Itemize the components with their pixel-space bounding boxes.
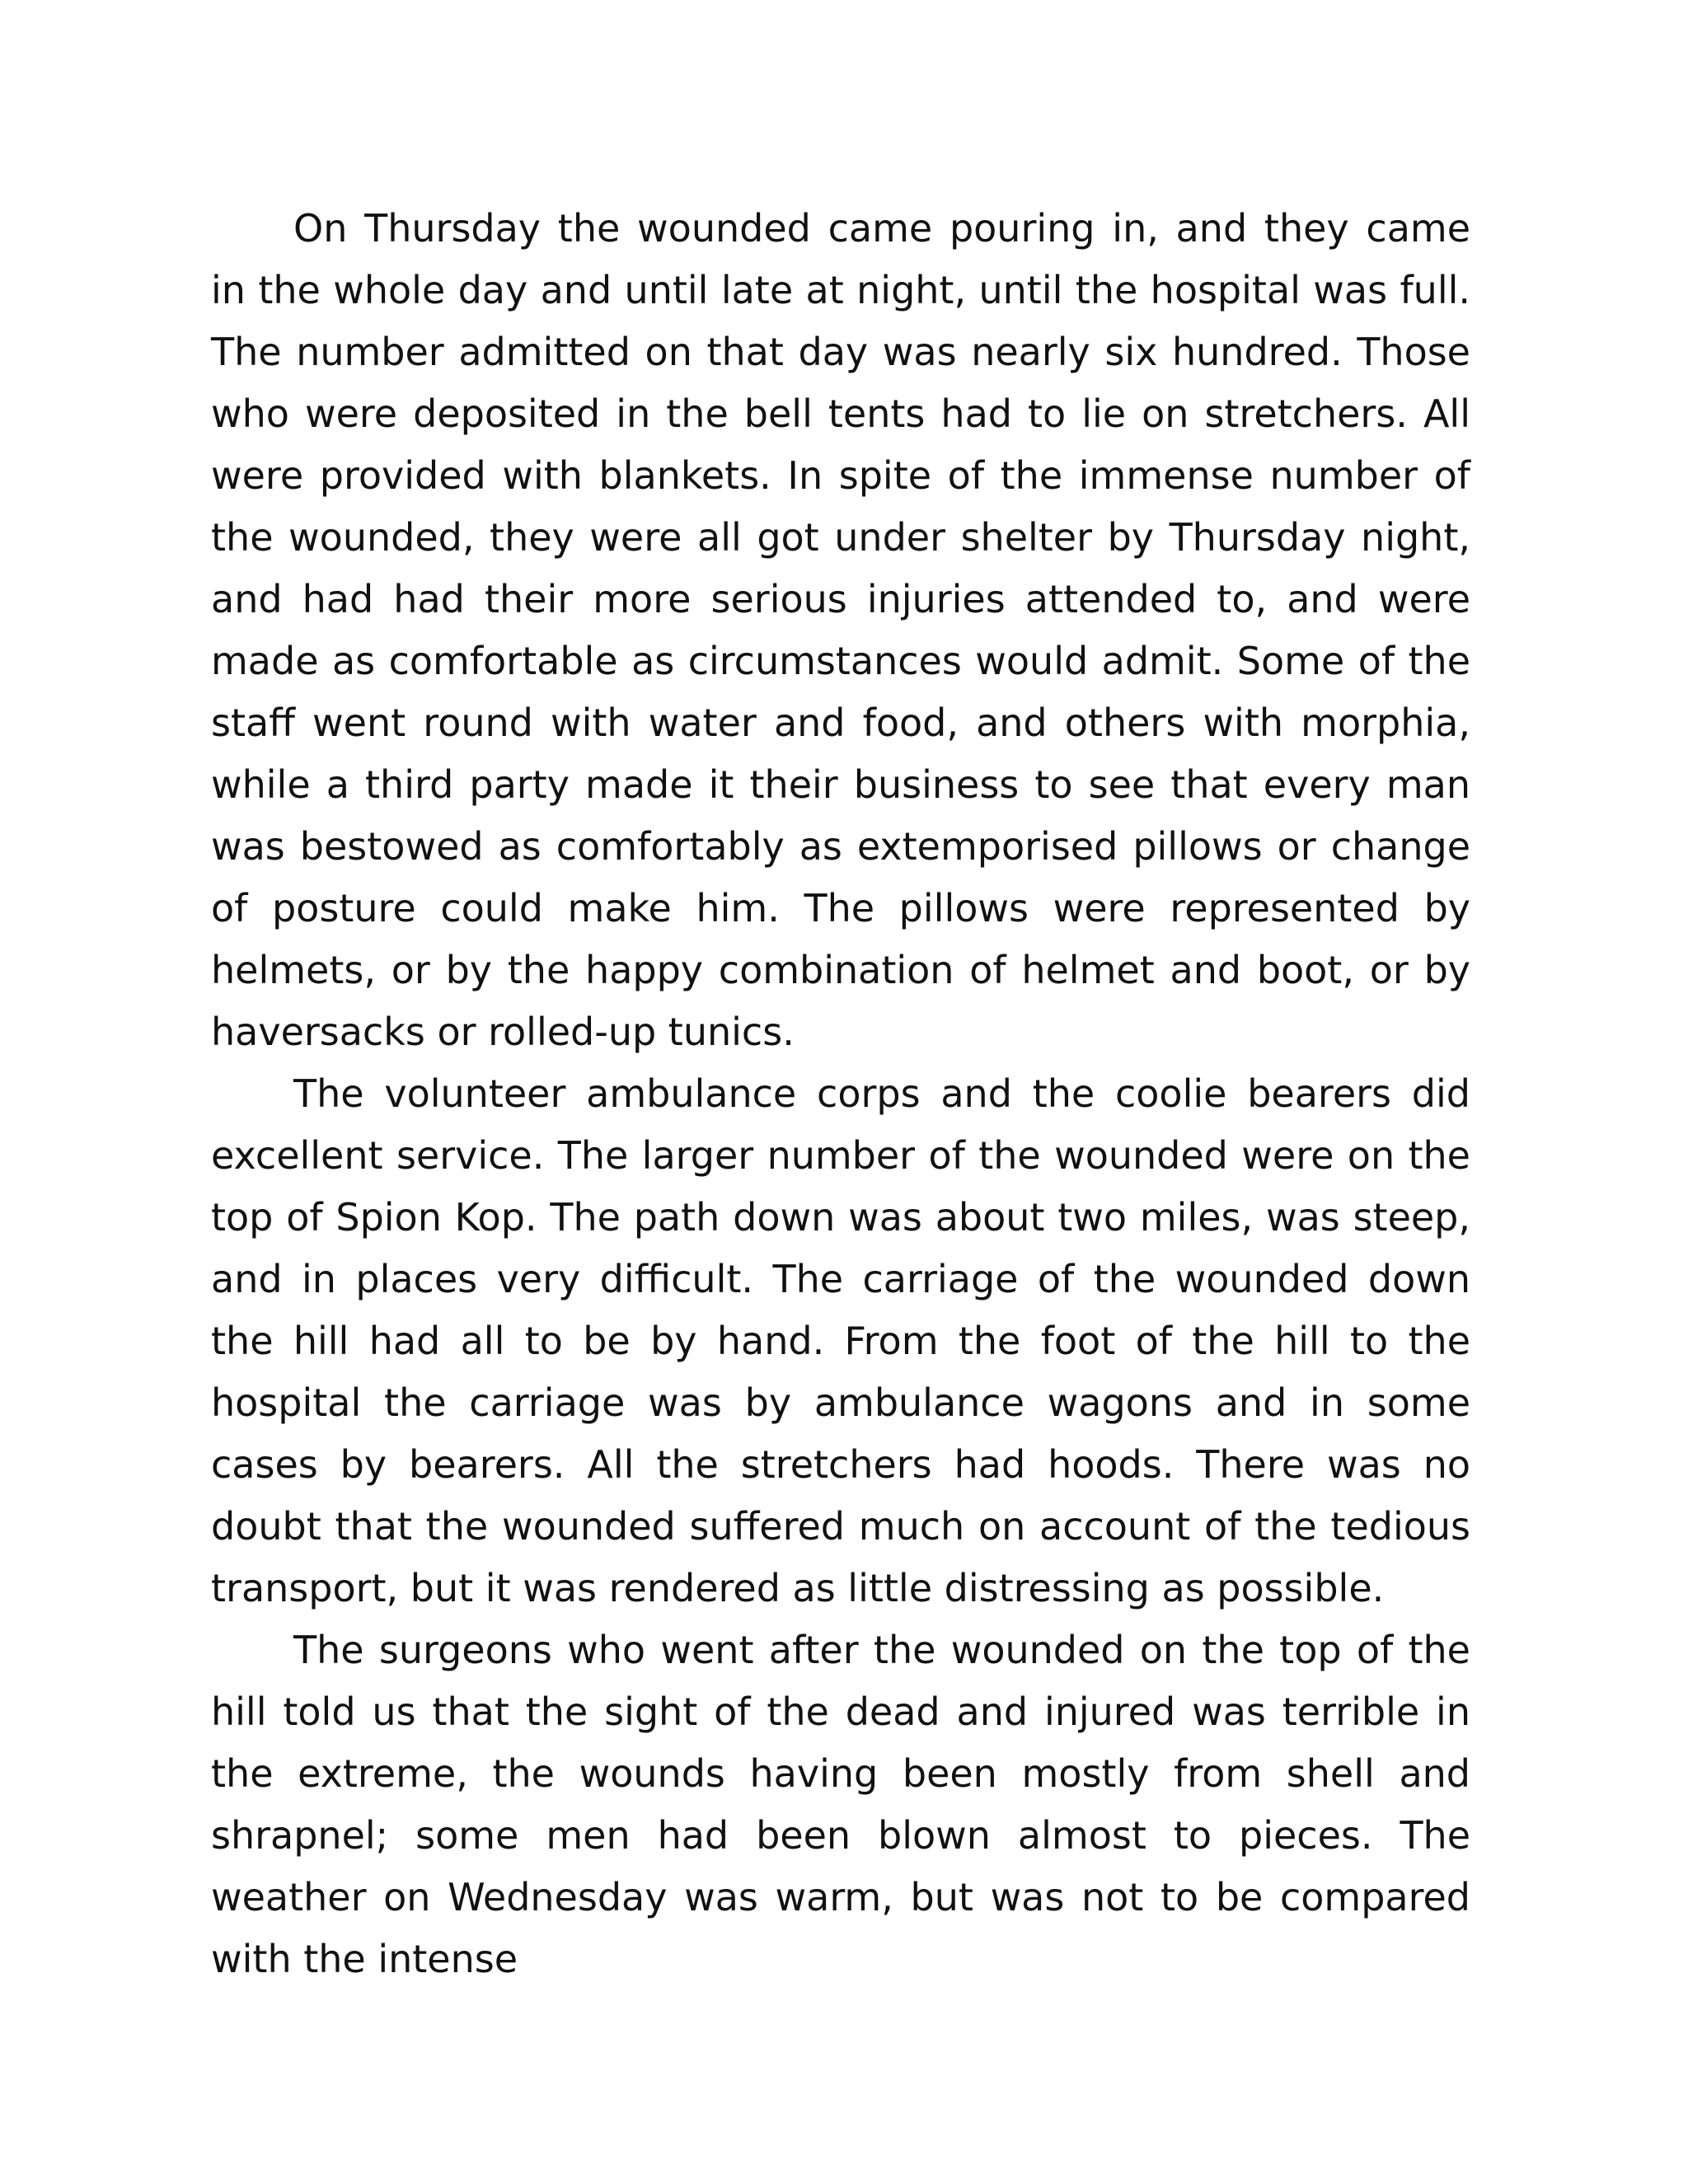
paragraph-3: The surgeons who went after the wounded on the top of the hill told us that the sight of the dead and injured was terrible in the extreme, the wounds having been mostly from shell and shrapnel; some men had been blown almost to pieces. The weather on Wednesday was warm, but was not to be compared with the intense xyxy=(211,1628,1470,1981)
paragraph-2: The volunteer ambulance corps and the coolie bearers did excellent service. The larger number of the wounded were on the top of Spion Kop. The path down was about two miles, was steep, and in places very difficult. The carriage of the wounded down the hill had all to be by hand. From the foot of the hill to the hospital the carriage was by ambulance wagons and in some cases by bearers. All the stretchers had hoods. There was no doubt that the wounded suffered much on account of the tedious transport, but it was rendered as little distressing as possible. xyxy=(211,1071,1470,1610)
paragraph-1: On Thursday the wounded came pouring in, and they came in the whole day and until late at night, until the hospital was full. The number admitted on that day was nearly six hundred. Those who were deposited in the bell tents had to lie on stretchers. All were provided with blankets. In spite of the immense number of the wounded, they were all got under shelter by Thursday night, and had had their more serious injuries attended to, and were made as comfortable as circumstances would admit. Some of the staff went round with water and food, and others with morphia, while a third party made it their business to see that every man was bestowed as comfortably as extemporised pillows or change of posture could make him. The pillows were represented by helmets, or by the happy combination of helmet and boot, or by haversacks or rolled-up tunics. xyxy=(211,206,1470,1054)
body-text xyxy=(211,198,1470,1990)
